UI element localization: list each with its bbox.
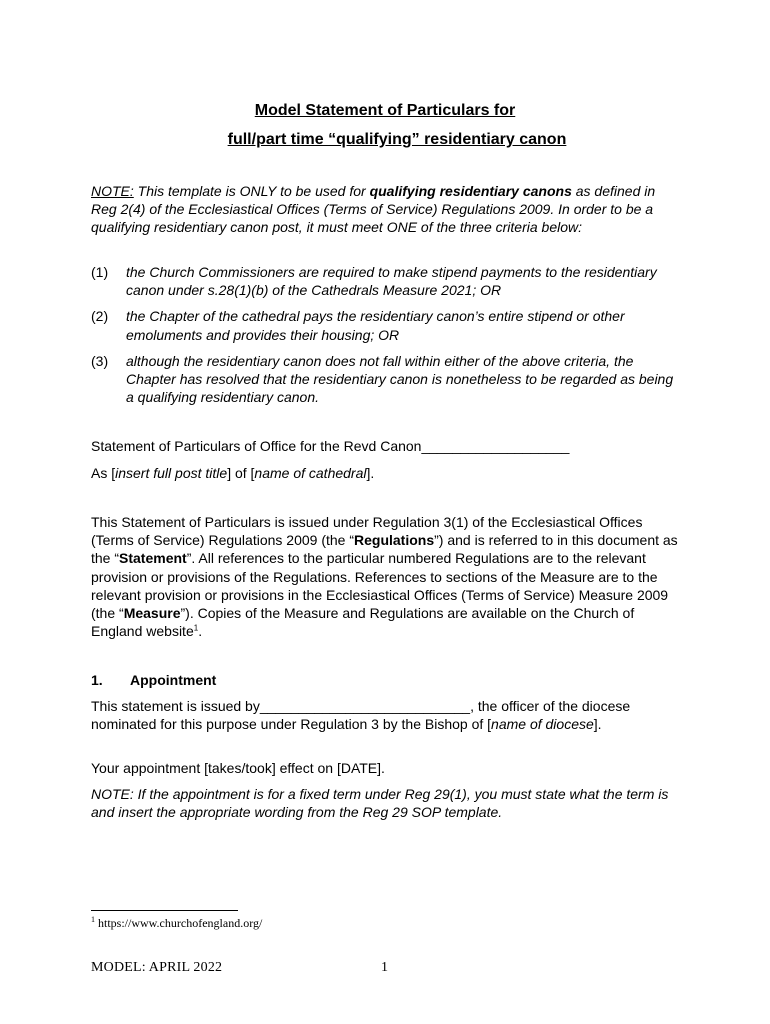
section-title: Appointment: [130, 672, 217, 688]
paragraph-text: This Statement of Particulars is issued under Regulation 3(1) of the Ecclesiastical Offices (Terms of Service) Regulations 2009 (the “: [91, 514, 643, 549]
issued-by-paragraph: [91, 697, 683, 733]
paragraph-text: ”. All references to the particular numbered Regulations are to the relevant provision or provisions of the Regulations. References to sections of the Measure are to the relevant provision or provisions in the Ecclesiastical Offices (Terms of Service) Measure 2009 (the “: [91, 550, 669, 622]
section-heading-appointment: [91, 672, 216, 688]
note-intro-b: as defined in Reg 2(4) of the Ecclesiastical Offices (Terms of Service) Regulations 2009. In order to be a qualifying residentiary canon post, it must meet ONE of the three criteria below:: [91, 183, 656, 236]
section-number: 1.: [91, 672, 103, 688]
statement-term: Statement: [119, 550, 187, 567]
criteria-list: [91, 263, 683, 414]
footnote-separator: [91, 910, 238, 911]
note-label: NOTE:: [91, 183, 134, 199]
statement-text: As [: [91, 465, 116, 481]
criteria-item: [91, 307, 683, 343]
criteria-text: the Church Commissioners are required to make stipend payments to the residentiary canon under s.28(1)(b) of the Cathedrals Measure 2021; OR: [126, 264, 657, 299]
statement-line-canon: Statement of Particulars of Office for the Revd Canon___________________: [91, 438, 570, 454]
paragraph-text: ”). Copies of the Measure and Regulations are available on the Church of England website: [91, 605, 635, 640]
footnote: [91, 916, 262, 931]
criteria-number: (2): [91, 308, 109, 325]
appointment-effect-line: Your appointment [takes/took] effect on [DATE].: [91, 760, 385, 776]
criteria-item: [91, 352, 683, 407]
measure-term: Measure: [123, 605, 181, 622]
template-note: [91, 182, 683, 237]
note-bold-term: qualifying residentiary canons: [369, 183, 572, 199]
criteria-number: (1): [91, 264, 109, 280]
footer-model-date: MODEL: APRIL 2022: [91, 960, 223, 975]
paragraph-text: .: [198, 623, 203, 640]
document-title-line-1: Model Statement of Particulars for: [254, 102, 516, 119]
statement-text: ].: [366, 465, 375, 481]
footnote-number: 1: [91, 915, 95, 924]
criteria-item: [91, 263, 683, 299]
document-title-line-2: full/part time “qualifying” residentiary canon: [227, 131, 567, 148]
statement-text: ] of [: [227, 465, 255, 481]
footnote-reference[interactable]: 1: [193, 623, 199, 633]
statement-line-post: [91, 464, 683, 482]
criteria-text: although the residentiary canon does not fall within either of the above criteria, the Chapter has resolved that the residentiary canon is nonetheless to be regarded as being a qualifying residentiary canon.: [126, 352, 674, 406]
issued-text: This statement is issued by___________________________, the officer of the diocese nominated for this purpose under Regulation 3 by the Bishop of [: [91, 698, 631, 733]
fixed-term-note: NOTE: If the appointment is for a fixed term under Reg 29(1), you must state what the term is and insert the appropriate wording from the Reg 29 SOP template.: [91, 786, 669, 821]
paragraph-text: ”) and is referred to in this document as the “: [91, 532, 678, 567]
diocese-placeholder: name of diocese: [491, 716, 594, 733]
intro-paragraph: [91, 513, 683, 640]
page-number: 1: [381, 960, 388, 975]
issued-text: ].: [593, 716, 602, 733]
criteria-number: (3): [91, 352, 109, 369]
cathedral-name-placeholder: name of cathedral: [254, 465, 367, 481]
note-intro-a: This template is ONLY to be used for: [133, 183, 370, 199]
criteria-text: the Chapter of the cathedral pays the residentiary canon’s entire stipend or other emoluments and provides their housing; OR: [126, 308, 625, 343]
footnote-link[interactable]: https://www.churchofengland.org/: [95, 916, 263, 930]
regulations-term: Regulations: [354, 532, 435, 549]
post-title-placeholder: insert full post title: [115, 465, 228, 481]
